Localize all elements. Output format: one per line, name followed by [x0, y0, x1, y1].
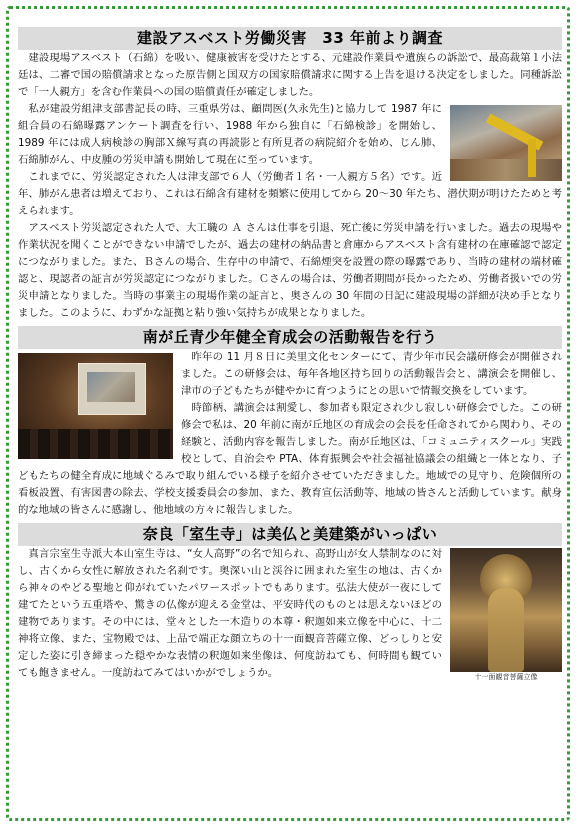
construction-site-photo — [450, 105, 562, 181]
section-heading-youth: 南が丘青少年健全育成会の活動報告を行う — [18, 326, 562, 349]
newsletter-content — [18, 26, 562, 683]
paragraph: これまでに、労災認定された人は津支部で６人（労働者１名・一人親方５名）です。近年、肺がん患者は増えており、これは石綿含有建材を頻繁に使用してから 20～30 年たち、潜伏期が明けたためと考えられます。 — [18, 171, 562, 217]
section-youth-association — [18, 326, 562, 519]
buddha-statue-photo — [450, 548, 562, 683]
paragraph: 私が建設労組津支部書記長の時、三重県労は、顧問医(久永先生)と協力して 1987 年に組合員の石綿曝露アンケート調査を行い、1988 年から独自に「石綿検診」を開始し、1989 年には成人病検診の胸部Ｘ線写真の再読影と有所見者の病院紹介を始め、じん肺、石綿肺がん、中皮腫の労災申請も開始して現在に至っています。 — [18, 103, 442, 166]
section-heading-murouji: 奈良「室生寺」は美仏と美建築がいっぱい — [18, 523, 562, 546]
seminar-photo — [18, 353, 173, 459]
paragraph: 真言宗室生寺派大本山室生寺は、“女人高野”の名で知られ、高野山が女人禁制なのに対し、古くから女性に解放された名刹です。奥深い山と渓谷に囲まれた室生の地は、古くから神々のやどる聖地と仰がれていたパワースポットでもあります。弘法大使が一夜にして建てたという五重塔や、驚きの仏像が迎える金堂は、平安時代のものとは思えないほどの建物であります。その中には、堂々とした一木造りの本尊・釈迦如来立像を中心に、十二神将立像、また、宝物殿では、上品で端正な顔立ちの十一面観音菩薩立像、どっしりと安定した姿に引き締まった穏やかな表情の釈迦如来坐像は、何度訪ねても、何時間も観ていても飽きません。一度訪ねてみてはいかがでしょうか。 — [18, 548, 442, 679]
section-murouji — [18, 523, 562, 683]
paragraph: 昨年の 11 月８日に美里文化センターにて、青少年市民会議研修会が開催されました。この研修会は、毎年各地区持ち回りの活動報告会と、講演会を開催し、津市の子どもたちが健やかに育つようにとの思いで情報交換をしています。 — [181, 351, 562, 397]
paragraph: アスベスト労災認定された人で、大工職の Ａ さんは仕事を引退、死亡後に労災申請を行いました。過去の現場や作業状況を聞くことができない申請でしたが、過去の建材の納品書と倉庫からアスベスト含有建材の在庫確認で認定につながりました。また、Ｂさんの場合、生存中の申請で、石綿煙突を設置の際の曝露であり、当時の建材の端材確認と、現認者の証言が労災認定につながりました。Ｃさんの場合は、労働者期間が長かったため、労働者扱いでの労災申請となりました。当時の事業主の現場作業の証言と、奥さんの 30 年間の日記に建設現場の詳細が決め手となりました。このように、わずかな証拠と粘り強い気持ちが成果となりました。 — [18, 222, 562, 319]
paragraph: 建設現場アスベスト（石綿）を吸い、健康被害を受けたとする、元建設作業員や遺族らの訴訟で、最高裁第１小法廷は、二審で国の賠償請求となった原告側と国双方の国家賠償請求に関する上告を退ける決定をしました。同種訴訟で「一人親方」を含む作業員への国の賠償責任が確定しました。 — [18, 52, 562, 98]
photo-caption: 十一面観音菩薩立像 — [474, 673, 538, 681]
paragraph: 時節柄、講演会は割愛し、参加者も限定され少し寂しい研修会でした。この研修会で私は、20 年前に南が丘地区の育成会の会長を任命されてから関わり、その経験と、活動内容を報告しました。南が丘地区は、「コミュニティスクール」実践校として、自治会や PTA、体育振興会や社会福祉協議会の組織と一体となり、子どもたちの健全育成に地域ぐるみで取り組んでいる様子を紹介させていただきました。地域での見守り、危険個所の看板設置、有害図書の除去、学校支援委員会の参加、また、教育宣伝活動等、地域の皆さんと活動しています。献身的な地域の皆さんに感謝し、他地域の方々に報告しました。 — [18, 402, 562, 516]
section-heading-asbestos: 建設アスベスト労働災害 33 年前より調査 — [18, 27, 562, 50]
section-asbestos — [18, 27, 562, 322]
